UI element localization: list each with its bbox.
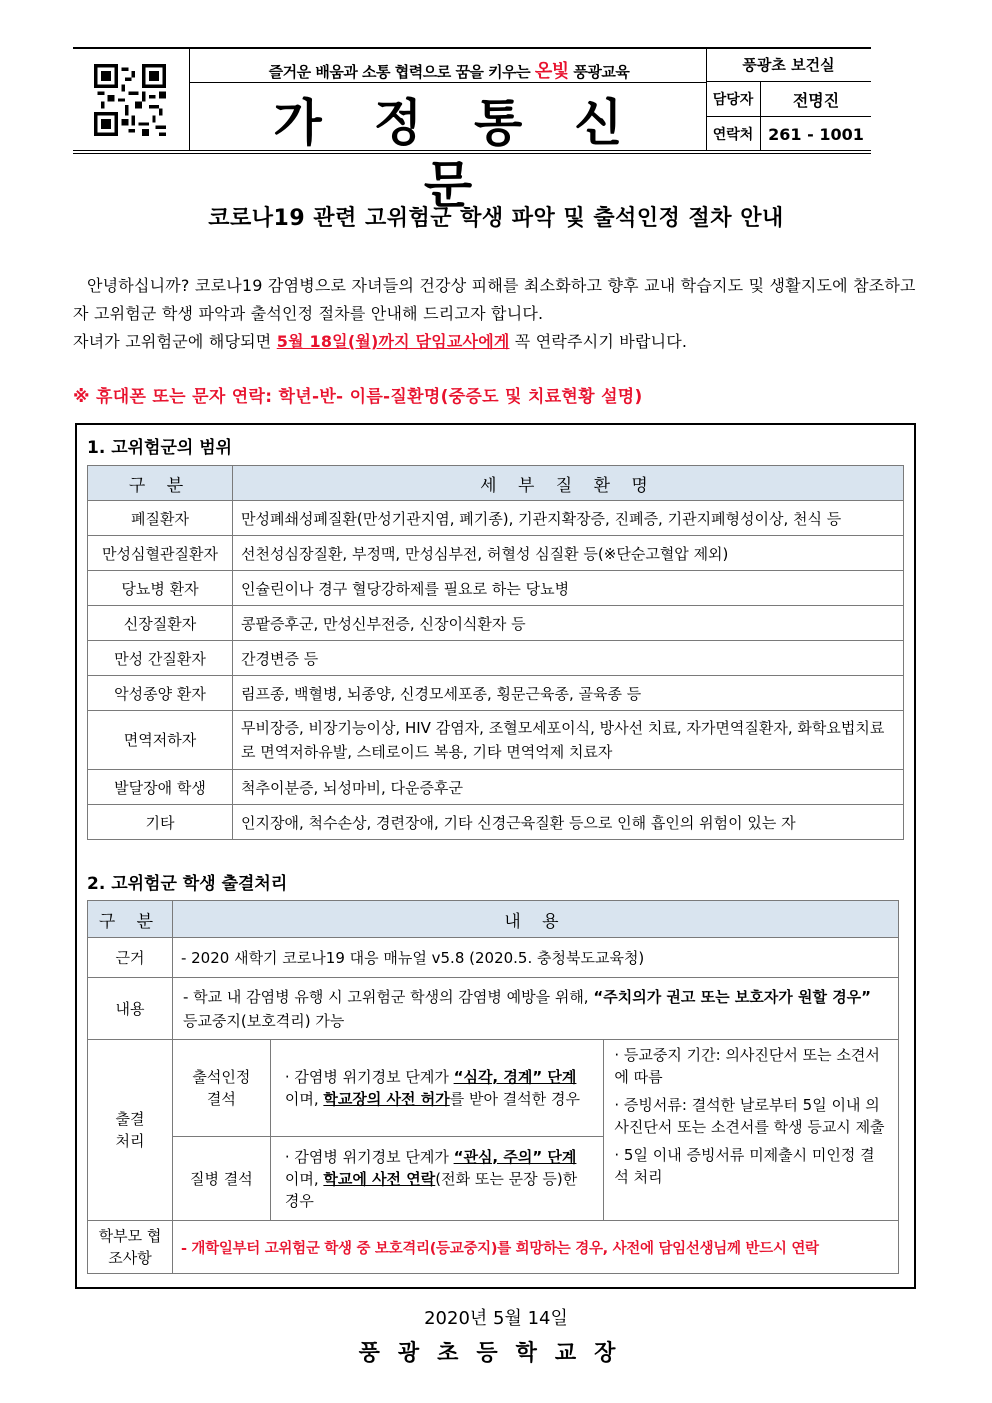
detail-cell: 척추이분증, 뇌성마비, 다운증후군 xyxy=(233,770,904,805)
contact-person: 전명진 xyxy=(792,90,840,110)
category-cell: 신장질환자 xyxy=(88,606,233,641)
detail-cell: 콩팥증후군, 만성신부전증, 신장이식환자 등 xyxy=(233,606,904,641)
table-row xyxy=(88,676,904,711)
slogan-highlight: 온빛 xyxy=(534,61,569,82)
content-post: 등교중지(보호격리) 가능 xyxy=(182,1011,345,1030)
approved-b: “심각, 경계” 단계 xyxy=(453,1068,577,1086)
sick-a: · 감염병 위기경보 단계가 xyxy=(284,1147,454,1166)
principal-signature: 풍광초등학교장 xyxy=(358,1341,634,1366)
table-row xyxy=(88,536,904,571)
detail-cell: 무비장증, 비장기능이상, HIV 감염자, 조혈모세포이식, 방사선 치료, 자가면역질환자, 화학요법치료로 면역저하유발, 스테로이드 복용, 기타 면역억제 치료자 xyxy=(233,711,904,770)
office-row xyxy=(706,47,871,82)
intro-line-1: 안녕하십니까? 코로나19 감염병으로 자녀들의 건강상 피해를 최소화하고 향후 교내 학습지도 및 생활지도에 참조하고자 고위험군 학생 파악과 출석인정 절차를 안내해 드리고자 합니다. xyxy=(73,276,916,323)
slogan-pre: 즐거운 배움과 소통 협력으로 꿈을 키우는 xyxy=(268,63,535,81)
notice-title: 코로나19 관련 고위험군 학생 파악 및 출석인정 절차 안내 xyxy=(208,206,784,231)
approved-e: 를 받아 결석한 경우 xyxy=(449,1090,580,1108)
table-row xyxy=(88,1221,899,1274)
category-cell: 면역저하자 xyxy=(88,711,233,770)
attendance-label: 출결처리 xyxy=(88,1040,173,1221)
header-bottom-rule xyxy=(73,153,871,154)
phone-number: 261 - 1001 xyxy=(768,124,864,144)
table-row xyxy=(88,501,904,536)
section1-title: 1. 고위험군의 범위 xyxy=(87,438,233,458)
detail-cell: 선천성심장질환, 부정맥, 만성심부전, 허혈성 심질환 등(※단순고혈압 제외) xyxy=(233,536,904,571)
sick-absence-label: 질병 결석 xyxy=(172,1137,270,1221)
table-row xyxy=(88,770,904,805)
category-cell: 당뇨병 환자 xyxy=(88,571,233,606)
slogan-post: 풍광교육 xyxy=(568,63,630,81)
slogan-rule xyxy=(190,82,706,83)
school-slogan xyxy=(190,57,708,83)
sick-b: “관심, 주의” 단계 xyxy=(453,1147,577,1166)
basis-cell: - 2020 새학기 코로나19 대응 매뉴얼 v5.8 (2020.5. 충청북도교육청) xyxy=(172,938,898,978)
category-cell: 만성심혈관질환자 xyxy=(88,536,233,571)
col-header-category: 구 분 xyxy=(88,901,173,938)
table-row xyxy=(88,805,904,840)
header-bottom-rule xyxy=(73,150,871,151)
table-row xyxy=(88,1040,899,1137)
office-name: 풍광초 보건실 xyxy=(742,55,835,74)
intro-paragraph xyxy=(73,272,923,356)
sick-d: 학교에 사전 연락 xyxy=(323,1169,436,1188)
parent-note-cell: - 개학일부터 고위험군 학생 중 보호격리(등교중지)를 희망하는 경우, 사전에 담임선생님께 반드시 연락 xyxy=(172,1221,898,1274)
content-label: 내용 xyxy=(88,978,173,1040)
detail-cell: 인지장애, 척수손상, 경련장애, 기타 신경근육질환 등으로 인해 흡인의 위험이 있는 자 xyxy=(233,805,904,840)
intro-line-2 xyxy=(73,328,923,356)
side-note: · 등교중지 기간: 의사진단서 또는 소견서에 따름 xyxy=(614,1046,880,1086)
parent-label: 학부모 협조사항 xyxy=(88,1221,173,1274)
category-cell: 기타 xyxy=(88,805,233,840)
category-cell: 만성 간질환자 xyxy=(88,641,233,676)
basis-label: 근거 xyxy=(88,938,173,978)
approved-absence-label: 출석인정 결석 xyxy=(172,1040,270,1137)
high-risk-table xyxy=(87,465,904,840)
detail-cell: 림프종, 백혈병, 뇌종양, 신경모세포종, 횡문근육종, 골육종 등 xyxy=(233,676,904,711)
col-header-content: 내 용 xyxy=(172,901,898,938)
section2-title: 2. 고위험군 학생 출결처리 xyxy=(87,874,288,894)
contact-info-box xyxy=(706,47,871,151)
approved-c: 이며, xyxy=(284,1090,324,1108)
col-header-category: 구 분 xyxy=(88,466,233,501)
table-row xyxy=(88,938,899,978)
attendance-table xyxy=(87,900,899,1274)
masthead-title: 가정통신문 xyxy=(273,94,675,214)
detail-cell: 인슐린이나 경구 혈당강하제를 필요로 하는 당뇨병 xyxy=(233,571,904,606)
content-pre: - 학교 내 감염병 유행 시 고위험군 학생의 감염병 예방을 위해, xyxy=(182,987,594,1006)
issue-date: 2020년 5월 14일 xyxy=(424,1308,568,1329)
category-cell: 악성종양 환자 xyxy=(88,676,233,711)
intro-2-pre: 자녀가 고위험군에 해당되면 xyxy=(73,332,277,351)
table-row xyxy=(88,641,904,676)
table-header-row xyxy=(88,466,904,501)
approved-a: · 감염병 위기경보 단계가 xyxy=(284,1068,454,1086)
intro-2-post: 꼭 연락주시기 바랍니다. xyxy=(509,332,688,351)
detail-cell: 만성폐쇄성폐질환(만성기관지염, 폐기종), 기관지확장증, 진폐증, 기관지폐형성이상, 천식 등 xyxy=(233,501,904,536)
deadline-text: 5월 18일(월)까지 담임교사에게 xyxy=(276,332,510,351)
contact-method-note: ※ 휴대폰 또는 문자 연락: 학년-반- 이름-질환명(중증도 및 치료현황 설명) xyxy=(73,387,643,407)
side-note: · 5일 이내 증빙서류 미제출시 미인정 결석 처리 xyxy=(614,1146,875,1186)
table-row xyxy=(88,606,904,641)
category-cell: 발달장애 학생 xyxy=(88,770,233,805)
content-bold: “주치의가 권고 또는 보호자가 원할 경우” xyxy=(593,987,872,1006)
table-row xyxy=(88,978,899,1040)
detail-cell: 간경변증 등 xyxy=(233,641,904,676)
side-note: · 증빙서류: 결석한 날로부터 5일 이내 의사진단서 또는 소견서를 학생 등교시 제출 xyxy=(614,1096,885,1136)
qr-code-icon[interactable] xyxy=(91,64,169,136)
approved-absence-cell xyxy=(270,1040,604,1137)
sick-c: 이며, xyxy=(284,1169,324,1188)
table-row xyxy=(88,571,904,606)
content-cell xyxy=(172,978,898,1040)
phone-row xyxy=(706,117,871,151)
col-header-detail: 세 부 질 환 명 xyxy=(233,466,904,501)
approved-d: 학교장의 사전 허가 xyxy=(323,1090,450,1108)
table-row xyxy=(88,711,904,770)
contact-person-label: 담당자 xyxy=(706,82,761,116)
side-notes-cell xyxy=(604,1040,899,1221)
table-header-row xyxy=(88,901,899,938)
sick-absence-cell xyxy=(270,1137,604,1221)
sick-e: (전화 또는 문장 등)한 경우 xyxy=(284,1169,578,1210)
phone-label: 연락처 xyxy=(706,117,761,151)
contact-person-row xyxy=(706,82,871,117)
category-cell: 폐질환자 xyxy=(88,501,233,536)
